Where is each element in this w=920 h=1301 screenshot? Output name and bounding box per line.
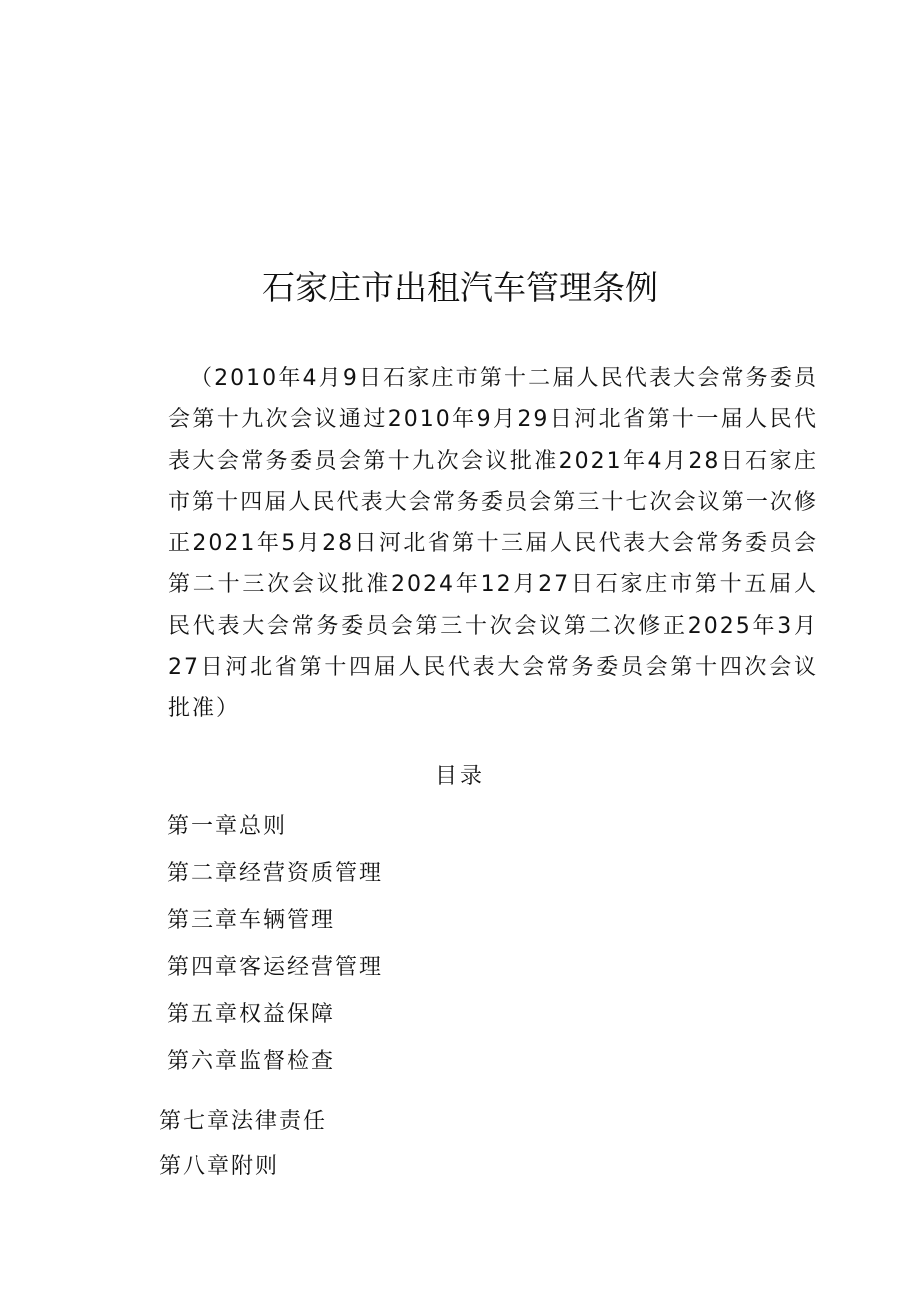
toc-item-chapter-7: 第七章法律责任 bbox=[159, 1109, 328, 1134]
toc-item-chapter-6: 第六章监督检查 bbox=[167, 1049, 336, 1074]
toc-item-chapter-2: 第二章经营资质管理 bbox=[167, 861, 384, 886]
toc-item-chapter-1: 第一章总则 bbox=[167, 814, 288, 839]
toc-heading: 目录 bbox=[434, 764, 485, 789]
toc-item-chapter-3: 第三章车辆管理 bbox=[167, 908, 336, 933]
legislative-history: （2010年4月9日石家庄市第十二届人民代表大会常务委员会第十九次会议通过2010年9月29日河北省第十一届人民代表大会常务委员会第十九次会议批准2021年4月28日石家庄市第十四届人民代表大会常务委员会第三十七次会议第一次修正2021年5月28日河北省第十三届人民代表大会常务委员会第二十三次会议批准2024年12月27日石家庄市第十五届人民代表大会常务委员会第三十次会议第二次修正2025年3月27日河北省第十四届人民代表大会常务委员会第十四次会议批准） bbox=[168, 366, 818, 722]
toc-item-chapter-5: 第五章权益保障 bbox=[167, 1002, 336, 1027]
document-title: 石家庄市出租汽车管理条例 bbox=[262, 268, 658, 307]
toc-item-chapter-4: 第四章客运经营管理 bbox=[167, 955, 384, 980]
toc-item-chapter-8: 第八章附则 bbox=[159, 1154, 280, 1179]
